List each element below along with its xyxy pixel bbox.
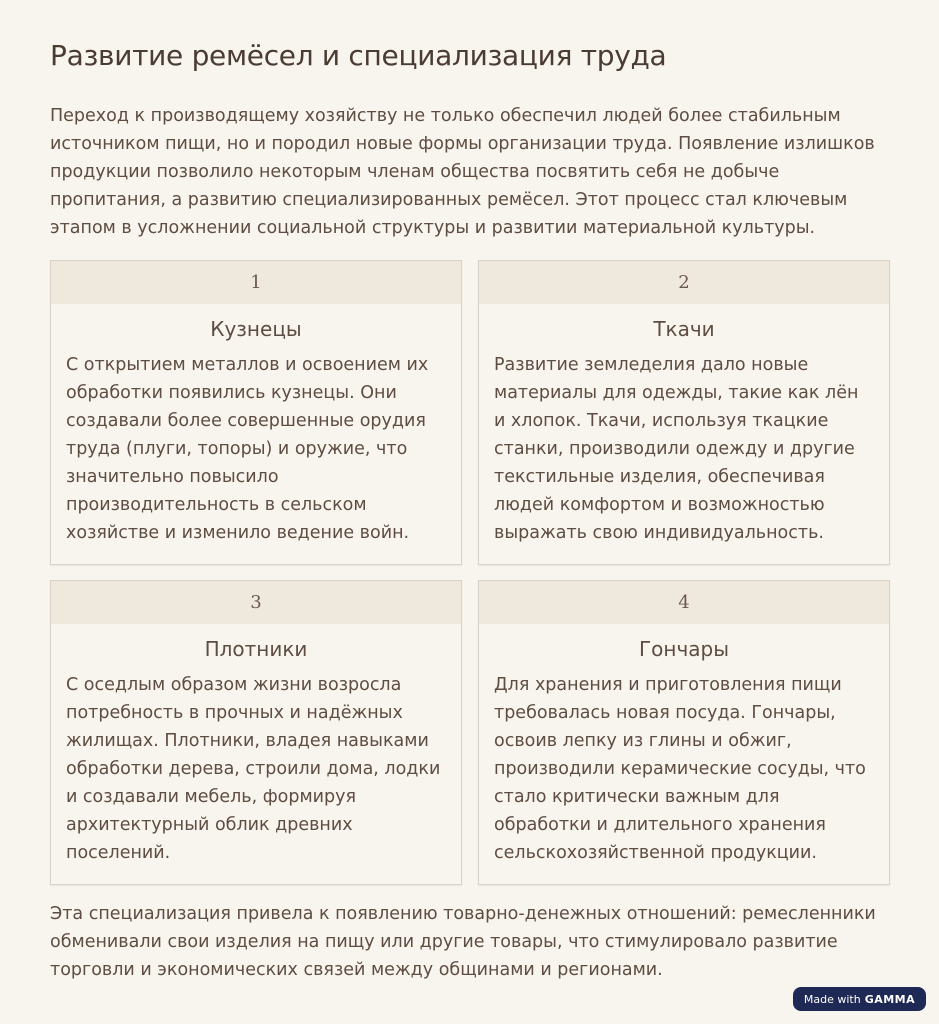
card-text: С оседлым образом жизни возросла потребность в прочных и надёжных жилищах. Плотники, владея навыками обработки дерева, строили дома, лодки и создавали мебель, формируя архитектурный облик древних поселений. [66, 675, 441, 863]
badge-prefix: Made with [803, 992, 861, 1006]
outro-paragraph: Эта специализация привела к появлению товарно-денежных отношений: ремесленники обменивали свои изделия на пищу или другие товары, что стимулировало развитие торговли и экономических связей между общинами и регионами. [50, 904, 876, 980]
craft-card-blacksmiths [50, 260, 462, 565]
card-number-header: 1 [51, 261, 461, 304]
crafts-grid [50, 260, 890, 885]
card-number-header: 4 [479, 581, 889, 624]
made-with-gamma-badge[interactable] [793, 987, 926, 1011]
intro-paragraph: Переход к производящему хозяйству не только обеспечил людей более стабильным источником пищи, но и породил новые формы организации труда. Появление излишков продукции позволило некоторым членам общества посвятить себя не добыче пропитания, а развитию специализированных ремёсел. Этот процесс стал ключевым этапом в усложнении социальной структуры и развитии материальной культуры. [50, 106, 875, 238]
card-title: Ткачи [653, 317, 715, 341]
card-text: С открытием металлов и освоением их обработки появились кузнецы. Они создавали более совершенные орудия труда (плуги, топоры) и оружие, что значительно повысило производительность в сельском хозяйстве и изменило ведение войн. [66, 355, 429, 543]
card-number-header: 3 [51, 581, 461, 624]
card-number-header: 2 [479, 261, 889, 304]
gamma-logo: GAMMA [864, 992, 916, 1006]
card-text: Развитие земледелия дало новые материалы для одежды, такие как лён и хлопок. Ткачи, используя ткацкие станки, производили одежду и другие текстильные изделия, обеспечивая людей комфортом и возможностью выражать свою индивидуальность. [494, 355, 859, 543]
craft-card-potters [478, 580, 890, 885]
card-text: Для хранения и приготовления пищи требовалась новая посуда. Гончары, освоив лепку из глины и обжиг, производили керамические сосуды, что стало критически важным для обработки и длительного хранения сельскохозяйственной продукции. [494, 675, 866, 863]
page-title: Развитие ремёсел и специализация труда [50, 39, 667, 72]
card-title: Гончары [638, 637, 730, 661]
card-title: Плотники [204, 637, 308, 661]
craft-card-carpenters [50, 580, 462, 885]
craft-card-weavers [478, 260, 890, 565]
card-title: Кузнецы [210, 317, 302, 341]
